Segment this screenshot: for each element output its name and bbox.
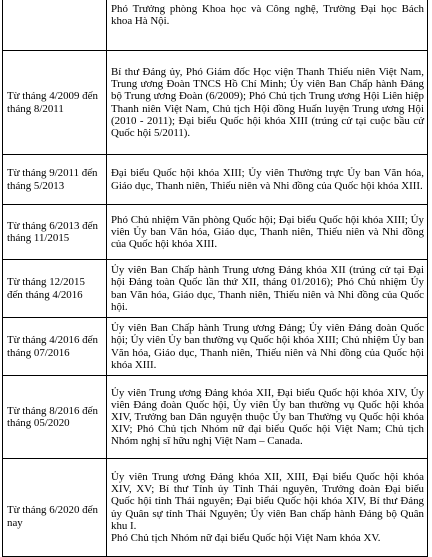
detail-cell xyxy=(107,0,428,51)
detail-text: Bí thư Đảng ủy, Phó Giám đốc Học viện Thanh Thiếu niên Việt Nam, Trung ương Đoàn TNCS Hồ Chí Minh; Ủy viên Ban Chấp hành Đảng bộ Trung ương Đoàn (6/2009); Phó Chủ tịch Trung ương Hội Liên hiệp Thanh niên Việt Nam, Chủ tịch Hội đồng Huấn luyện Trung ương Hội (2010 - 2011); Đại biểu Quốc hội khóa XIII (trúng cử tại cuộc bầu cử Quốc hội 5/2011). xyxy=(111,66,424,139)
table-row xyxy=(3,260,428,318)
detail-text: Ủy viên Trung ương Đảng khóa XII, XIII, Đại biểu Quốc hội khóa XIV, XV; Bí thư Tỉnh ủy Tỉnh Thái nguyên, Trưởng đoàn Đại biểu Quốc hội tỉnh Thái nguyên; Đại biểu Quốc hội khóa XIV, Bí thư Đảng ủy Quân sự tỉnh Thái Nguyên; Ủy viên Ban chấp hành Đảng bộ Quân khu I. xyxy=(111,471,424,532)
detail-text: Ủy viên Ban Chấp hành Trung ương Đảng; Ủy viên Đảng đoàn Quốc hội; Ủy viên Ủy ban thường vụ Quốc hội khóa XIII; Chủ nhiệm Ủy ban Văn hóa, Giáo dục, Thanh niên, Thiếu niên và Nhi đồng của Quốc hội khóa XIII. xyxy=(111,322,424,371)
detail-text: Ủy viên Ban Chấp hành Trung ương Đảng khóa XII (trúng cử tại Đại hội Đảng toàn Quốc lần thứ XII, tháng 01/2016); Phó Chủ nhiệm Ủy ban Văn hóa, Giáo dục, Thanh niên, Thiếu niên và Nhi đồng của Quốc hội. xyxy=(111,264,424,313)
period-cell xyxy=(3,0,107,51)
detail-cell xyxy=(107,205,428,260)
detail-text: Phó Chủ tịch Nhóm nữ đại biểu Quốc hội Việt Nam khóa XV. xyxy=(111,531,381,544)
table-row xyxy=(3,318,428,376)
period-cell: Từ tháng 4/2009 đến tháng 8/2011 xyxy=(3,51,107,155)
detail-text: Phó Trưởng phòng Khoa học và Công nghệ, Trường Đại học Bách khoa Hà Nội. xyxy=(111,3,424,28)
detail-text: Phó Chủ nhiệm Văn phòng Quốc hội; Đại biểu Quốc hội khóa XIII; Ủy viên Ủy ban Văn hóa, Giáo dục, Thanh niên, Thiếu niên và Nhi đồng của Quốc hội khóa XIII. xyxy=(111,213,424,251)
period-cell: Từ tháng 12/2015 đến tháng 4/2016 xyxy=(3,260,107,318)
table-row xyxy=(3,0,428,51)
detail-cell xyxy=(107,155,428,205)
detail-cell xyxy=(107,260,428,318)
career-timeline-table xyxy=(2,0,428,557)
table-row xyxy=(3,205,428,260)
period-cell: Từ tháng 4/2016 đến tháng 07/2016 xyxy=(3,318,107,376)
table-row xyxy=(3,459,428,557)
detail-cell xyxy=(107,318,428,376)
table-row xyxy=(3,376,428,459)
period-cell: Từ tháng 8/2016 đến tháng 05/2020 xyxy=(3,376,107,459)
period-cell: Từ tháng 6/2013 đến tháng 11/2015 xyxy=(3,205,107,260)
detail-cell xyxy=(107,376,428,459)
period-cell: Từ tháng 9/2011 đến tháng 5/2013 xyxy=(3,155,107,205)
detail-text: Ủy viên Trung ương Đảng khóa XII, Đại biểu Quốc hội khóa XIV, Ủy viên Đảng đoàn Quốc hội, Ủy viên Ủy ban thường vụ Quốc hội khóa XIV, Trưởng ban Dân nguyện thuộc Ủy ban Thường vụ Quốc hội khóa XIV; Phó Chủ tịch Nhóm nữ đại biểu Quốc hội Việt Nam; Chủ tịch Nhóm nghị sĩ hữu nghị Việt Nam – Canada. xyxy=(111,386,424,448)
detail-cell xyxy=(107,51,428,155)
period-cell: Từ tháng 6/2020 đến nay xyxy=(3,459,107,557)
table-row xyxy=(3,155,428,205)
table-row xyxy=(3,51,428,155)
detail-cell xyxy=(107,459,428,557)
detail-text: Đại biểu Quốc hội khóa XIII; Ủy viên Thường trực Ủy ban Văn hóa, Giáo dục, Thanh niên, Thiếu niên và Nhi đồng của Quốc hội khóa XIII. xyxy=(111,167,424,192)
